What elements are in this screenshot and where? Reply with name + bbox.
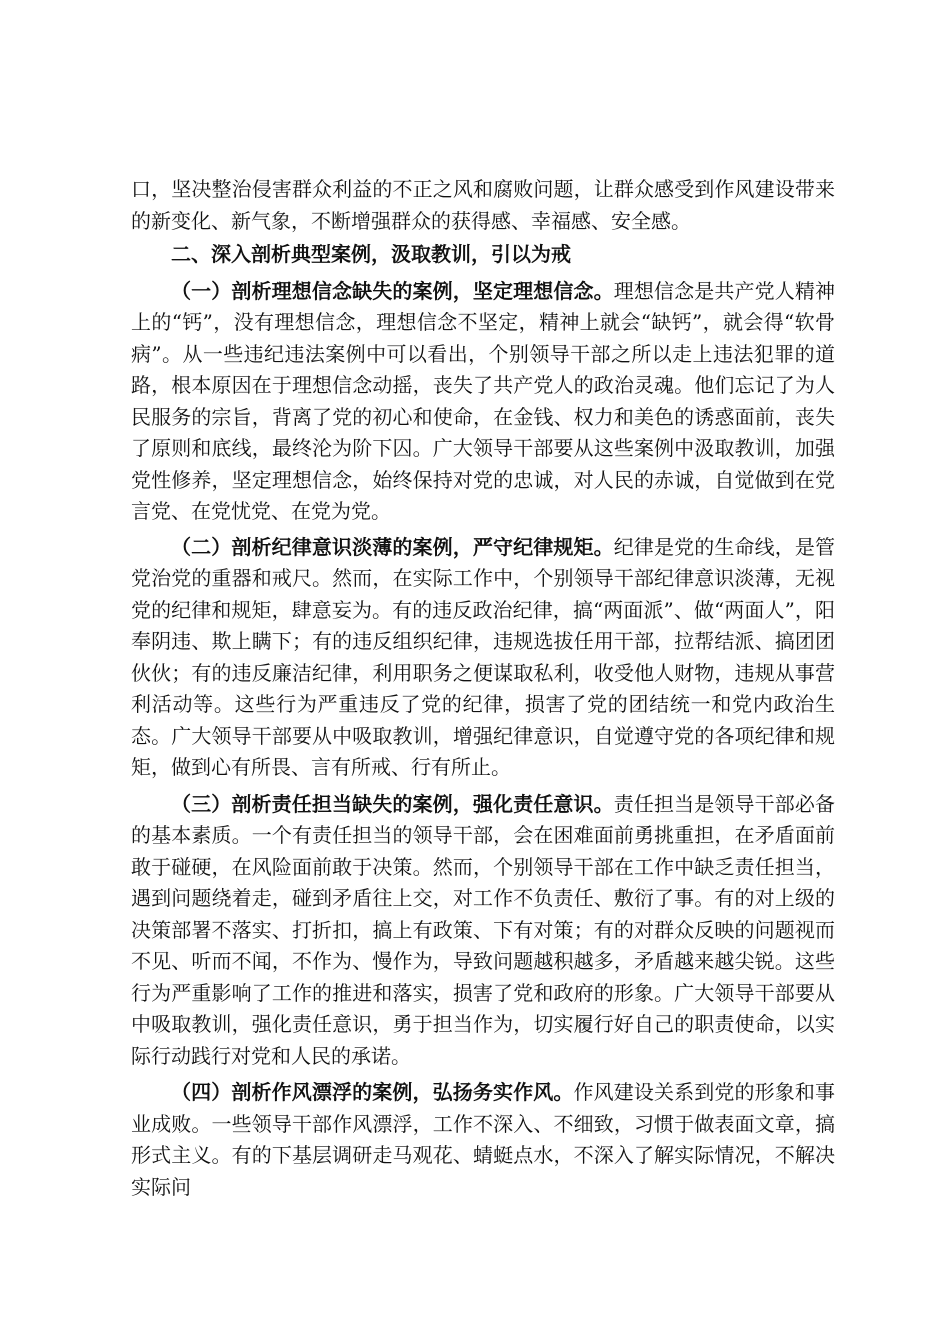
- paragraph-continuation: [131, 174, 835, 237]
- paragraph-discipline: [131, 532, 835, 784]
- paragraph-text: 口，坚决整治侵害群众利益的不正之风和腐败问题，让群众感受到作风建设带来的新变化、新气象，不断增强群众的获得感、幸福感、安全感。: [131, 177, 835, 233]
- paragraph-lead: （四）剖析作风漂浮的案例，弘扬务实作风。: [171, 1080, 574, 1104]
- paragraph-lead: （二）剖析纪律意识淡薄的案例，严守纪律规矩。: [171, 534, 614, 559]
- paragraph-lead: （三）剖析责任担当缺失的案例，强化责任意识。: [171, 791, 614, 816]
- paragraph-text: 纪律是党的生命线，是管党治党的重器和戒尺。然而，在实际工作中，个别领导干部纪律意识淡薄，无视党的纪律和规矩，肆意妄为。有的违反政治纪律，搞“两面派”、做“两面人”，阳奉阴违、欺上瞒下；有的违反组织纪律，违规选拔任用干部，拉帮结派、搞团团伙伙；有的违反廉洁纪律，利用职务之便谋取私利，收受他人财物，违规从事营利活动等。这些行为严重违反了党的纪律，损害了党的团结统一和党内政治生态。广大领导干部要从中吸取教训，增强纪律意识，自觉遵守党的各项纪律和规矩，做到心有所畏、言有所戒、行有所止。: [131, 534, 835, 779]
- paragraph-text: 作风建设关系到党的形象和事业成败。一些领导干部作风漂浮，工作不深入、不细致，习惯于做表面文章，搞形式主义。有的下基层调研走马观花、蜻蜓点水，不深入了解实际情况，不解决实际问: [131, 1080, 835, 1199]
- paragraph-work-style: [131, 1077, 835, 1203]
- paragraph-text: 理想信念是共产党人精神上的“钙”，没有理想信念，理想信念不坚定，精神上就会“缺钙”，就会得“软骨病”。从一些违纪违法案例中可以看出，个别领导干部之所以走上违法犯罪的道路，根本原因在于理想信念动摇，丧失了共产党人的政治灵魂。他们忘记了为人民服务的宗旨，背离了党的初心和使命，在金钱、权力和美色的诱惑面前，丧失了原则和底线，最终沦为阶下囚。广大领导干部要从这些案例中汲取教训，加强党性修养，坚定理想信念，始终保持对党的忠诚，对人民的赤诚，自觉做到在党言党、在党忧党、在党为党。: [131, 278, 835, 523]
- paragraph-lead: （一）剖析理想信念缺失的案例，坚定理想信念。: [171, 278, 614, 303]
- paragraph-text: 责任担当是领导干部必备的基本素质。一个有责任担当的领导干部，会在困难面前勇挑重担，在矛盾面前敢于碰硬，在风险面前敢于决策。然而，个别领导干部在工作中缺乏责任担当，遇到问题绕着走，碰到矛盾往上交，对工作不负责任、敷衍了事。有的对上级的决策部署不落实、打折扣，搞上有政策、下有对策；有的对群众反映的问题视而不见、听而不闻，不作为、慢作为，导致问题越积越多，矛盾越来越尖锐。这些行为严重影响了工作的推进和落实，损害了党和政府的形象。广大领导干部要从中吸取教训，强化责任意识，勇于担当作为，切实履行好自己的职责使命，以实际行动践行对党和人民的承诺。: [131, 791, 835, 1068]
- paragraph-responsibility: [131, 789, 835, 1073]
- section-heading-text: 二、深入剖析典型案例，汲取教训，引以为戒: [171, 242, 571, 266]
- paragraph-ideals: [131, 276, 835, 528]
- section-heading: [131, 239, 835, 271]
- document-body: [131, 174, 835, 1203]
